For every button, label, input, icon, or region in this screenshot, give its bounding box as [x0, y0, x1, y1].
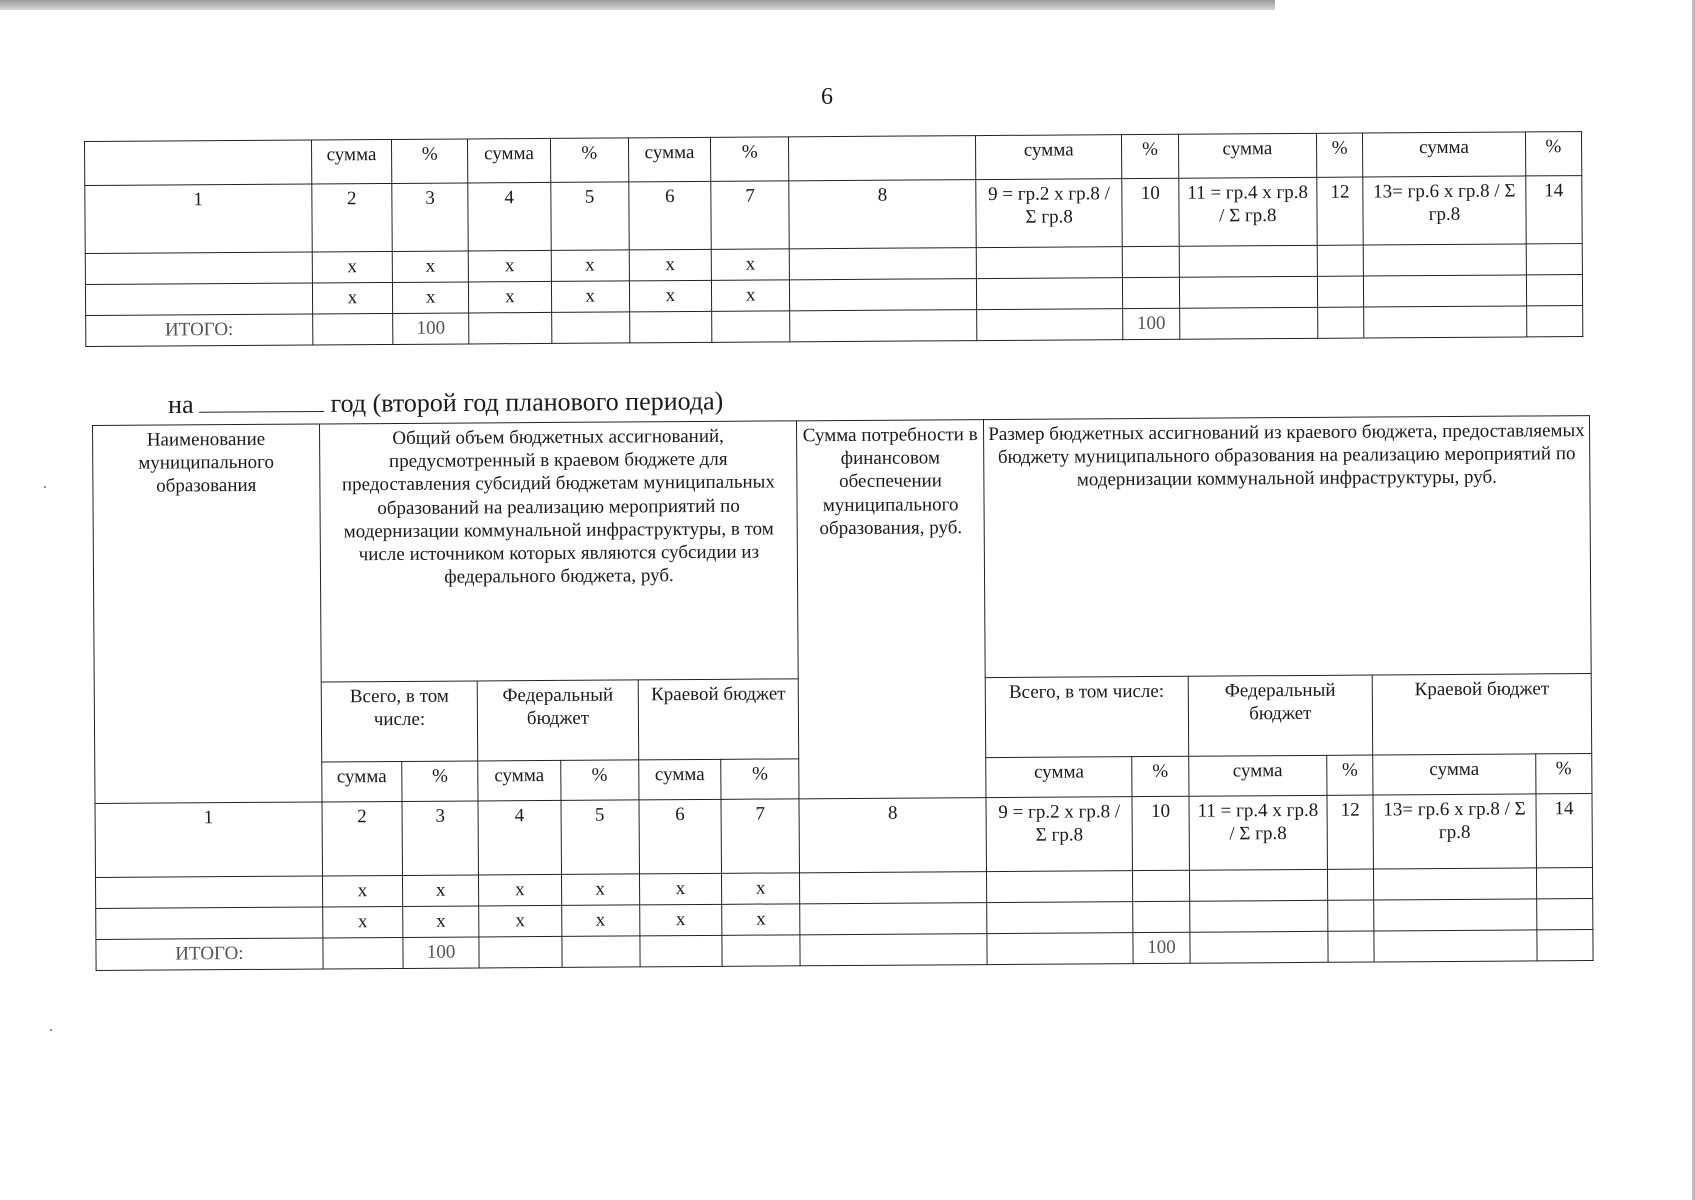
cell-empty — [312, 313, 392, 345]
x-mark: x — [403, 875, 479, 907]
cell-empty — [1189, 900, 1328, 932]
group-federal-header: Федеральный бюджет — [1188, 675, 1373, 756]
col-number: 2 — [312, 183, 393, 252]
scan-speck — [50, 1029, 52, 1031]
cell-empty — [722, 935, 800, 967]
budget-table-second-year — [92, 415, 1594, 971]
col-number: 8 — [799, 798, 986, 873]
total-volume-header: Общий объем бюджетных ассигнований, предусмотренный в краевом бюджете для предоставления субсидий бюджетам муниципальных образований на реализацию мероприятий по модернизации коммунальной инфраструктуры, в том числе источником которых являются субсидии из федерального бюджета, руб. — [319, 421, 798, 682]
cell-empty — [977, 309, 1124, 341]
col-pct-header: % — [1535, 754, 1592, 794]
cell-empty — [1328, 931, 1374, 962]
col-pct-header: % — [1132, 756, 1188, 796]
col-number: 11 = гр.4 x гр.8 / Σ гр.8 — [1178, 177, 1317, 246]
cell-empty — [1189, 869, 1328, 901]
x-mark: x — [561, 905, 639, 937]
group-federal-header: Федеральный бюджет — [477, 680, 638, 761]
x-mark: x — [629, 280, 711, 312]
budget-table-continued — [84, 131, 1583, 347]
cell-empty — [1328, 900, 1374, 931]
x-mark: x — [551, 281, 629, 313]
cell-empty — [987, 902, 1134, 934]
cell-empty — [96, 907, 323, 940]
scan-speck — [44, 486, 46, 488]
cell-empty — [800, 903, 987, 935]
section-heading — [168, 386, 723, 420]
column-number-row — [85, 176, 1582, 254]
cell-empty — [1123, 277, 1179, 308]
x-mark: x — [403, 906, 479, 938]
cell-empty — [1526, 244, 1583, 275]
cell-empty — [1179, 276, 1318, 308]
col-pct-header: % — [1327, 755, 1373, 795]
cell-empty — [96, 876, 323, 909]
cell-empty — [790, 310, 977, 342]
col-sum-header: сумма — [478, 760, 561, 801]
col-pct-header: % — [711, 137, 790, 182]
cell-empty — [1374, 868, 1537, 900]
col-sum-header: сумма — [311, 139, 392, 184]
col-pct-header: % — [550, 138, 629, 183]
cell-empty — [1374, 930, 1537, 962]
group-total-header: Всего, в том числе: — [985, 676, 1188, 757]
x-mark: x — [479, 905, 561, 937]
regional-size-header: Размер бюджетных ассигнований из краевого бюджета, предоставляемых бюджету муниципального образования на реализацию мероприятий по модернизации коммунальной инфраструктуры, руб. — [983, 416, 1591, 678]
col-number: 5 — [561, 800, 640, 875]
col-number: 3 — [402, 801, 479, 876]
col-sum-header: сумма — [975, 135, 1122, 180]
x-mark: x — [551, 250, 629, 282]
total-pct-value: 100 — [393, 313, 469, 345]
cell-empty — [1536, 868, 1593, 899]
col-number: 2 — [322, 801, 403, 876]
cell-empty — [1133, 870, 1189, 901]
col-number: 4 — [478, 800, 561, 875]
col-number: 13= гр.6 x гр.8 / Σ гр.8 — [1373, 794, 1536, 869]
col-number: 10 — [1122, 178, 1179, 246]
col-number: 12 — [1327, 795, 1374, 869]
cell-empty — [987, 933, 1134, 965]
col-pct-header: % — [560, 760, 639, 801]
heading-suffix: год (второй год планового периода) — [330, 386, 724, 418]
x-mark: x — [392, 251, 468, 283]
x-mark: x — [312, 251, 392, 283]
year-blank-line — [199, 391, 324, 413]
cell-empty — [1179, 307, 1318, 339]
col-number: 13= гр.6 x гр.8 / Σ гр.8 — [1363, 176, 1526, 245]
col-number: 6 — [639, 799, 722, 874]
x-mark: x — [639, 904, 721, 936]
cell-empty — [976, 247, 1123, 279]
x-mark: x — [322, 906, 402, 938]
column-number-row — [95, 794, 1592, 878]
col-sum-header: сумма — [1363, 132, 1526, 177]
heading-prefix: на — [168, 389, 194, 419]
cell-empty — [1189, 931, 1328, 963]
col-number: 4 — [468, 182, 551, 251]
x-mark: x — [469, 281, 551, 313]
cell-empty — [789, 136, 976, 181]
page-number: 6 — [821, 84, 833, 110]
cell-empty — [469, 312, 551, 344]
cell-empty — [1317, 276, 1363, 307]
cell-empty — [1374, 899, 1537, 931]
x-mark: x — [479, 874, 561, 906]
total-pct-value: 100 — [1133, 932, 1189, 963]
col-pct-header: % — [721, 759, 800, 800]
cell-empty — [790, 248, 977, 280]
x-mark: x — [711, 249, 789, 281]
group-total-header: Всего, в том числе: — [321, 681, 478, 762]
col-sum-header: сумма — [986, 757, 1133, 798]
total-label: ИТОГО: — [86, 314, 313, 347]
x-mark: x — [322, 875, 402, 907]
col-number: 3 — [392, 183, 469, 252]
cell-empty — [1328, 869, 1374, 900]
x-mark: x — [561, 874, 639, 906]
cell-empty — [85, 283, 312, 316]
col-sum-header: сумма — [1373, 754, 1536, 795]
col-number: 7 — [711, 181, 790, 250]
x-mark: x — [312, 282, 392, 314]
cell-empty — [800, 872, 987, 904]
total-pct-value: 100 — [403, 937, 479, 969]
col-sum-header: сумма — [1178, 133, 1317, 178]
cell-empty — [1536, 899, 1593, 930]
col-pct-header: % — [1525, 132, 1582, 176]
col-number: 11 = гр.4 x гр.8 / Σ гр.8 — [1189, 795, 1328, 870]
cell-empty — [1526, 306, 1583, 337]
col-number: 7 — [721, 799, 800, 874]
x-mark: x — [392, 282, 468, 314]
col-number: 8 — [789, 180, 976, 249]
cell-empty — [85, 140, 312, 186]
cell-empty — [1364, 275, 1527, 307]
col-number: 5 — [550, 182, 629, 251]
cell-empty — [800, 934, 987, 966]
col-pct-header: % — [392, 139, 469, 184]
cell-empty — [1537, 930, 1594, 961]
col-pct-header: % — [402, 761, 479, 802]
need-sum-header: Сумма потребности в финансовом обеспечении муниципального образования, руб. — [797, 420, 986, 799]
col-sum-header: сумма — [1188, 755, 1327, 796]
cell-empty — [976, 278, 1123, 310]
col-number: 9 = гр.2 x гр.8 / Σ гр.8 — [976, 179, 1123, 248]
cell-empty — [1317, 245, 1363, 276]
cell-empty — [561, 936, 639, 968]
col-sum-header: сумма — [628, 137, 711, 182]
cell-empty — [986, 871, 1133, 903]
col-sum-header: сумма — [321, 761, 402, 802]
x-mark: x — [711, 280, 789, 312]
col-sum-header: сумма — [639, 759, 722, 800]
col-number: 9 = гр.2 x гр.8 / Σ гр.8 — [986, 797, 1133, 872]
x-mark: x — [469, 250, 551, 282]
cell-empty — [1123, 246, 1179, 277]
total-pct-value: 100 — [1123, 308, 1179, 339]
col-number: 1 — [85, 184, 312, 254]
col-sum-header: сумма — [468, 138, 551, 183]
col-number: 6 — [629, 181, 712, 250]
col-number: 10 — [1132, 796, 1189, 870]
col-number: 14 — [1536, 794, 1593, 868]
cell-empty — [1363, 244, 1526, 276]
x-mark: x — [722, 873, 800, 905]
group-regional-header: Краевой бюджет — [638, 679, 799, 760]
cell-empty — [551, 312, 629, 344]
x-mark: x — [629, 249, 711, 281]
cell-empty — [1364, 306, 1527, 338]
cell-empty — [1133, 901, 1189, 932]
scan-edge-top — [0, 0, 1275, 10]
cell-empty — [323, 937, 403, 969]
x-mark: x — [722, 904, 800, 936]
cell-empty — [629, 311, 711, 343]
municipality-header: Наименование муниципального образования — [93, 424, 322, 803]
cell-empty — [790, 279, 977, 311]
col-number: 14 — [1525, 176, 1582, 244]
cell-empty — [640, 935, 722, 967]
col-number: 12 — [1317, 177, 1364, 245]
cell-empty — [712, 311, 790, 343]
cell-empty — [85, 252, 312, 285]
cell-empty — [1526, 275, 1583, 306]
col-pct-header: % — [1122, 134, 1178, 178]
cell-empty — [1318, 307, 1364, 338]
cell-empty — [479, 936, 561, 968]
x-mark: x — [639, 873, 721, 905]
col-number: 1 — [95, 802, 322, 878]
cell-empty — [1179, 245, 1318, 277]
total-label: ИТОГО: — [96, 938, 323, 971]
group-regional-header: Краевой бюджет — [1372, 674, 1591, 755]
header-row-main — [93, 416, 1592, 684]
col-pct-header: % — [1317, 133, 1363, 177]
